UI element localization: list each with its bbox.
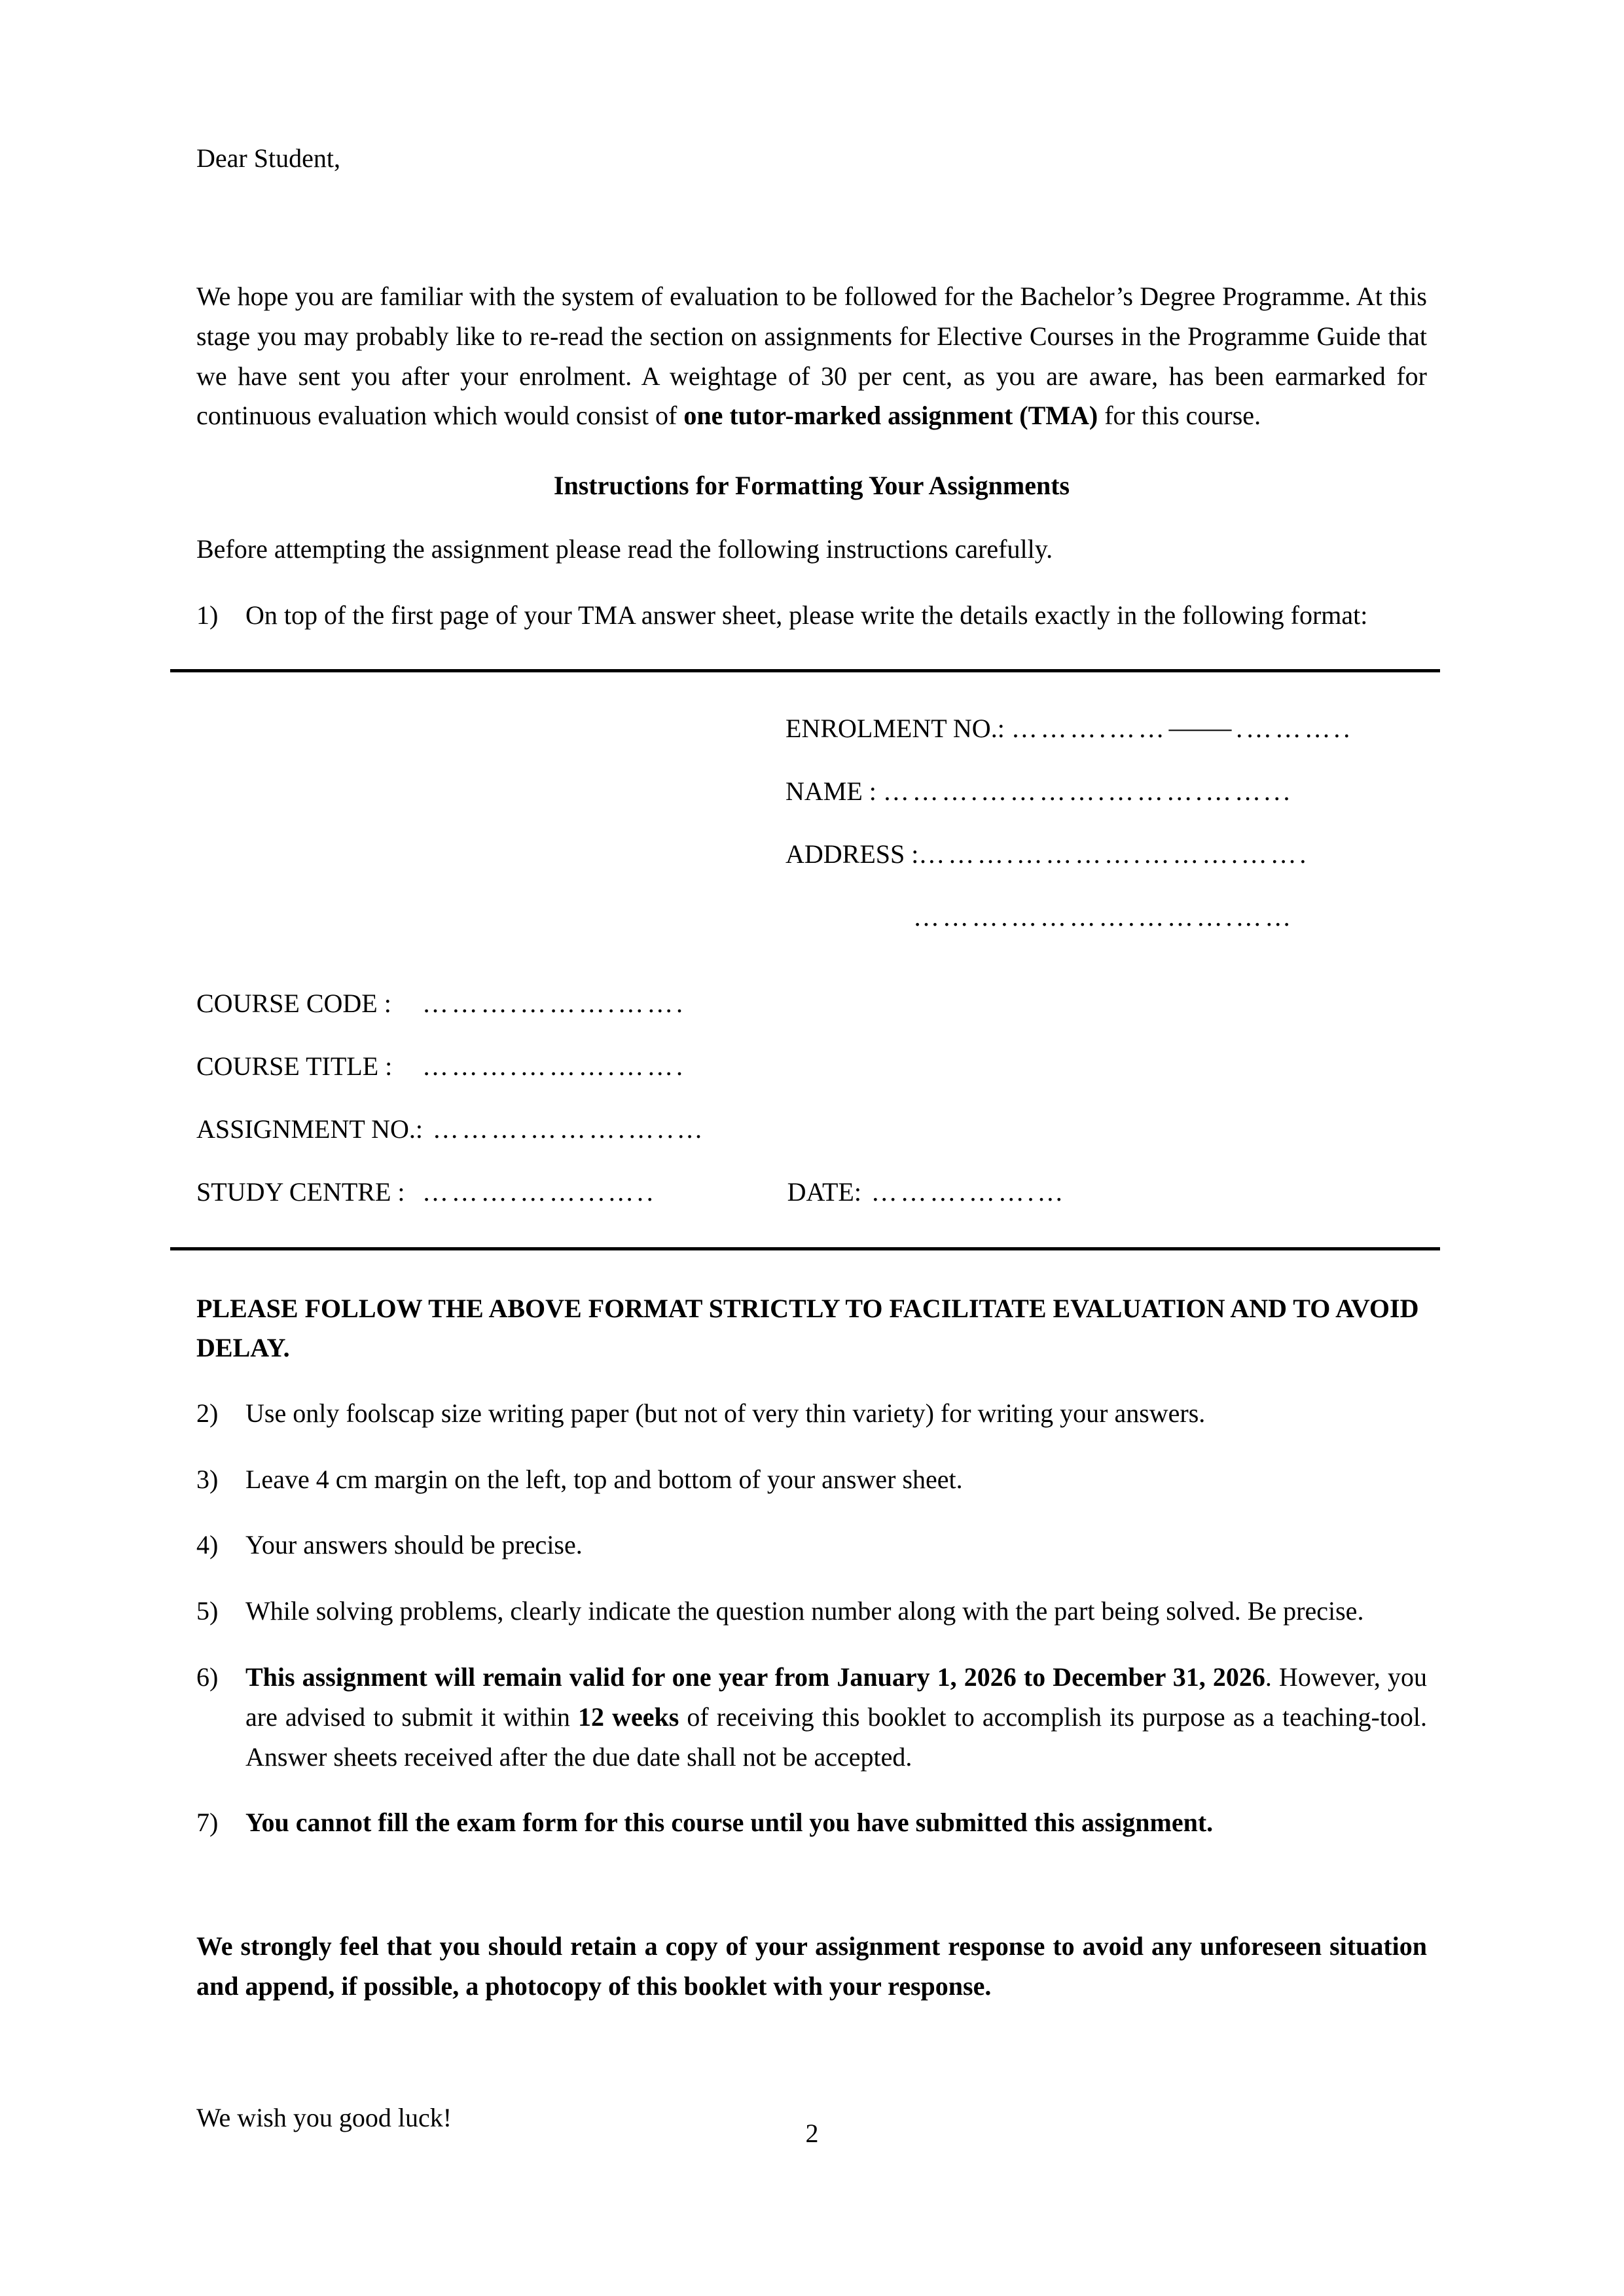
list-text: While solving problems, clearly indicate the question number along with the part being solved. Be precise. <box>245 1596 1364 1626</box>
item-7-bold-text: You cannot fill the exam form for this course until you have submitted this assignment. <box>245 1808 1214 1838</box>
instruction-item-1 <box>196 596 1427 636</box>
study-centre-label: STUDY CENTRE : <box>196 1176 405 1207</box>
intro-text-part-1: We hope you are familiar with the system of evaluation to be followed for the Bachelor’s Degree Programme. At this stage you may probably like to re-read the section on assignments for Elective Courses in the Programme Guide that we have sent you after your enrolment. A weightage of 30 per cent, as you are aware, has been earmarked for continuous evaluation which would consist of <box>196 282 1427 431</box>
list-text: Use only foolscap size writing paper (but not of very thin variety) for writing your answers. <box>245 1398 1206 1428</box>
instruction-item-7 <box>196 1803 1427 1843</box>
course-title-dots[interactable]: ……….……….……. <box>422 1051 686 1081</box>
format-warning-text: PLEASE FOLLOW THE ABOVE FORMAT STRICTLY TO FACILITATE EVALUATION AND TO AVOID DELAY. <box>196 1293 1419 1362</box>
list-text: Leave 4 cm margin on the left, top and bottom of your answer sheet. <box>245 1464 963 1494</box>
format-box-right-fields <box>196 713 1427 932</box>
address-dots[interactable]: ……….………….……….……. <box>918 839 1310 869</box>
list-number: 6) <box>196 1662 219 1692</box>
item-6-bold-weeks: 12 weeks <box>578 1702 679 1732</box>
assignment-no-dots[interactable]: ……….……….…..… <box>422 1114 706 1144</box>
date-dots[interactable]: ……….…….… <box>861 1176 1067 1207</box>
list-text <box>245 1803 1427 1843</box>
item-6-bold-validity: This assignment will remain valid for one year from January 1, 2026 to December 31, 2026 <box>245 1662 1265 1692</box>
item-6-text-part-1: . However, you are advised to submit it within <box>245 1662 1428 1732</box>
list-number: 1) <box>196 600 219 630</box>
instruction-item-4 <box>196 1525 1427 1565</box>
date-label: DATE: <box>787 1176 861 1207</box>
enrolment-no-dots[interactable]: ……….……⸻.……….. <box>1011 713 1354 743</box>
course-code-field <box>196 988 1427 1018</box>
name-label: NAME : <box>785 776 876 806</box>
intro-text-part-2: for this course. <box>1098 401 1261 431</box>
address-field <box>785 841 1427 867</box>
study-centre-dots[interactable]: ……….……...….. <box>422 1176 657 1207</box>
course-code-label: COURSE CODE : <box>196 988 391 1018</box>
retain-copy-note: We strongly feel that you should retain a copy of your assignment response to avoid any unforeseen situation and append, if possible, a photocopy of this booklet with your response. <box>196 1931 1427 2001</box>
enrolment-no-label: ENROLMENT NO.: <box>785 713 1005 743</box>
format-box-bottom-rule <box>170 1247 1440 1250</box>
section-heading: Instructions for Formatting Your Assignments <box>553 471 1070 501</box>
format-box-top-rule <box>170 669 1440 672</box>
item-6-text-part-2: of receiving this booklet to accomplish its purpose as a teaching-tool. Answer sheets received after the due date shall not be accepted. <box>245 1702 1427 1772</box>
page-number: 2 <box>805 2119 819 2148</box>
address-continuation-field <box>785 904 1427 930</box>
list-text: On top of the first page of your TMA answer sheet, please write the details exactly in the following format: <box>245 600 1368 630</box>
before-instructions-text: Before attempting the assignment please read the following instructions carefully. <box>196 534 1053 564</box>
salutation: Dear Student, <box>196 143 340 173</box>
list-number: 2) <box>196 1398 219 1428</box>
assignment-no-field <box>196 1116 1427 1142</box>
list-number: 3) <box>196 1464 219 1494</box>
instruction-item-5 <box>196 1592 1427 1631</box>
page-content <box>196 0 1427 2131</box>
closing-text: We wish you good luck! <box>196 2102 452 2132</box>
list-text <box>245 1658 1427 1777</box>
list-text: Your answers should be precise. <box>245 1530 583 1560</box>
instruction-item-2 <box>196 1394 1427 1434</box>
instruction-item-3 <box>196 1460 1427 1500</box>
enrolment-no-field <box>785 713 1427 743</box>
list-number: 4) <box>196 1530 219 1560</box>
format-box-left-fields <box>196 988 1427 1207</box>
course-title-label: COURSE TITLE : <box>196 1051 393 1081</box>
format-box <box>196 713 1427 1207</box>
address-continuation-dots[interactable]: ……….………….……….…… <box>913 902 1294 932</box>
name-field <box>785 778 1427 805</box>
list-number: 7) <box>196 1808 219 1838</box>
list-number: 5) <box>196 1596 219 1626</box>
instruction-item-6 <box>196 1658 1427 1777</box>
address-label: ADDRESS : <box>785 839 919 869</box>
intro-paragraph <box>196 277 1427 436</box>
course-title-field <box>196 1053 1427 1080</box>
intro-bold-tma: one tutor-marked assignment (TMA) <box>683 401 1098 431</box>
assignment-no-label: ASSIGNMENT NO.: <box>196 1114 423 1144</box>
course-code-dots[interactable]: ……….……….……. <box>422 988 686 1018</box>
name-dots[interactable]: ……….………….……….……... <box>882 776 1293 806</box>
study-centre-date-row <box>196 1176 1427 1207</box>
